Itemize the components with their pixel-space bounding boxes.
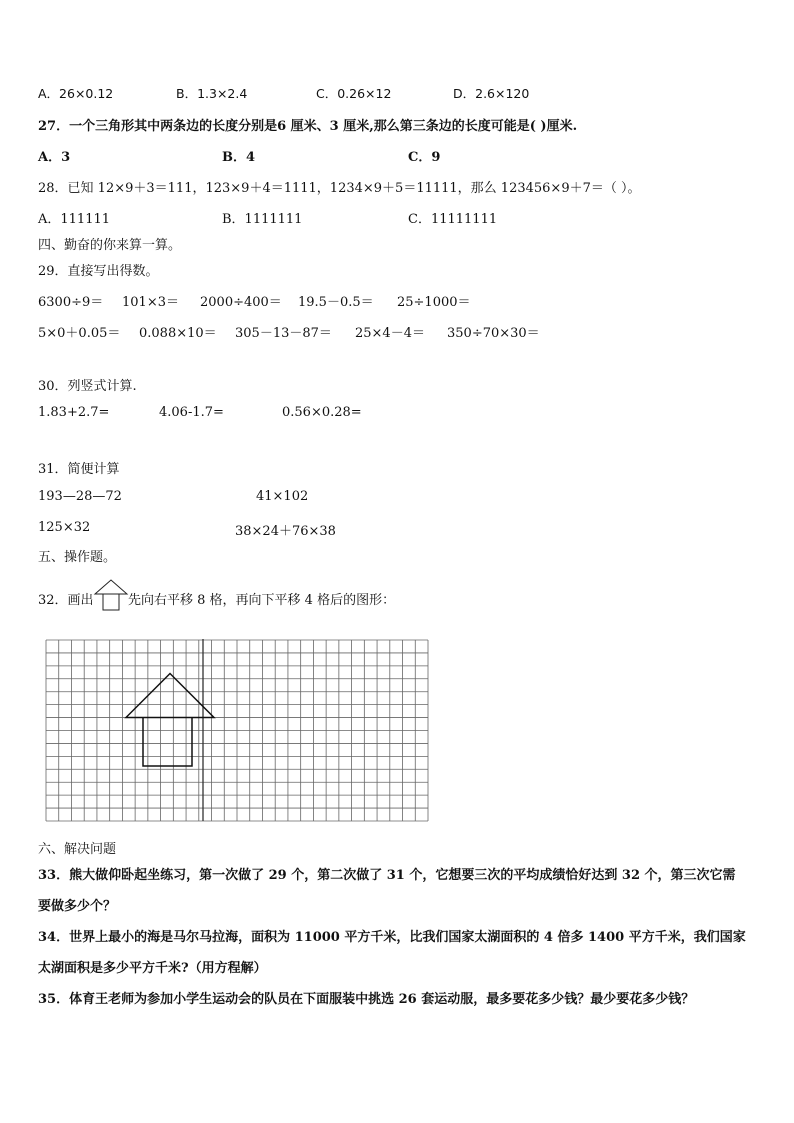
q33-line-1: 33．熊大做仰卧起坐练习，第一次做了 29 个，第二次做了 31 个，它想要三次的平均成绩恰好达到 32 个，第三次它需 bbox=[38, 868, 736, 883]
q29-item: 5×0＋0.05＝ bbox=[38, 326, 121, 341]
q34-line-2: 太湖面积是多少平方千米?（用方程解） bbox=[38, 961, 267, 976]
house-shape-icon bbox=[93, 579, 129, 611]
q27-option-b: B．4 bbox=[222, 150, 256, 165]
q29-stem: 29．直接写出得数。 bbox=[38, 264, 159, 279]
q32-stem-suffix: 先向右平移 8 格，再向下平移 4 格后的图形： bbox=[128, 593, 396, 608]
q31-item: 125×32 bbox=[38, 520, 91, 535]
q35-line-1: 35．体育王老师为参加小学生运动会的队员在下面服装中挑选 26 套运动服，最多要花多少钱？最少要花多少钱？ bbox=[38, 992, 695, 1007]
q34-line-1: 34．世界上最小的海是马尔马拉海，面积为 11000 平方千米，比我们国家太湖面积的 4 倍多 1400 平方千米，我们国家 bbox=[38, 930, 746, 945]
house-roof bbox=[126, 674, 214, 718]
q28-option-c: C．11111111 bbox=[408, 212, 498, 227]
translation-grid bbox=[45, 639, 429, 826]
q31-item: 38×24＋76×38 bbox=[235, 524, 336, 539]
q30-stem: 30．列竖式计算. bbox=[38, 379, 137, 394]
q26-option-d: D．2.6×120 bbox=[453, 86, 530, 101]
q33-line-2: 要做多少个？ bbox=[38, 899, 117, 914]
q26-option-b: B．1.3×2.4 bbox=[176, 86, 248, 101]
q30-item: 4.06-1.7= bbox=[159, 405, 224, 420]
q26-option-c: C．0.26×12 bbox=[316, 86, 392, 101]
house-body bbox=[143, 718, 192, 767]
q28-option-a: A．111111 bbox=[38, 212, 111, 227]
q29-item: 25×4－4＝ bbox=[355, 326, 425, 341]
grid-lines bbox=[46, 640, 428, 821]
q29-item: 2000÷400＝ bbox=[200, 295, 282, 310]
q31-stem: 31．简便计算 bbox=[38, 462, 120, 477]
q29-item: 305－13－87＝ bbox=[235, 326, 332, 341]
q31-item: 41×102 bbox=[256, 489, 309, 504]
q29-item: 350÷70×30＝ bbox=[447, 326, 540, 341]
q29-item: 101×3＝ bbox=[122, 295, 179, 310]
q30-item: 1.83+2.7= bbox=[38, 405, 110, 420]
q26-option-a: A．26×0.12 bbox=[38, 86, 114, 101]
q30-item: 0.56×0.28= bbox=[282, 405, 362, 420]
q28-stem: 28．已知 12×9＋3＝111，123×9＋4＝1111，1234×9＋5＝11111，那么 123456×9＋7＝（ ）。 bbox=[38, 181, 641, 196]
section-5-title: 五、操作题。 bbox=[38, 550, 117, 565]
q31-item: 193—28—72 bbox=[38, 489, 122, 504]
section-6-title: 六、解决问题 bbox=[38, 842, 117, 857]
q27-stem: 27．一个三角形其中两条边的长度分别是6 厘米、3 厘米,那么第三条边的长度可能是( )厘米. bbox=[38, 119, 578, 134]
q28-option-b: B．1111111 bbox=[222, 212, 303, 227]
section-4-title: 四、勤奋的你来算一算。 bbox=[38, 238, 182, 253]
q29-item: 6300÷9＝ bbox=[38, 295, 104, 310]
q29-item: 19.5－0.5＝ bbox=[298, 295, 374, 310]
q27-option-c: C．9 bbox=[408, 150, 441, 165]
q32-stem-prefix: 32．画出 bbox=[38, 593, 94, 608]
q29-item: 0.088×10＝ bbox=[139, 326, 217, 341]
q29-item: 25÷1000＝ bbox=[397, 295, 471, 310]
grid-svg bbox=[45, 639, 429, 822]
q27-option-a: A．3 bbox=[38, 150, 71, 165]
